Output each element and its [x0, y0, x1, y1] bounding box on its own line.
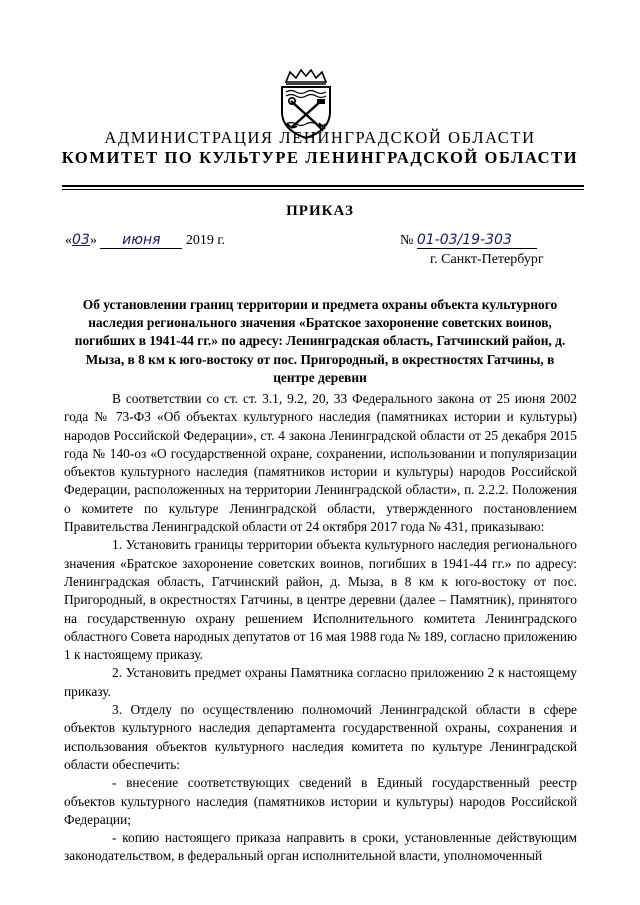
paragraph-item-1: 1. Установить границы территории объекта культурного наследия регионального значения «Братское захоронение советских воинов, погибших в 1941-44 гг.» по адресу: Ленинградская область, Гатчинский район, д. Мыза, в 8 км к юго-востоку от пос. Пригородный, в окрестностях Гатчины, в центре деревни (далее – Памятник), принятого на государственную охрану решением Исполнительного комитета Ленинградского областного Совета народных депутатов от 16 мая 1988 года № 189, согласно приложению 1 к настоящему приказу.: [64, 537, 577, 663]
org-name-committee: КОМИТЕТ ПО КУЛЬТУРЕ ЛЕНИНГРАДСКОЙ ОБЛАСТИ: [61, 148, 579, 167]
org-name-administration: АДМИНИСТРАЦИЯ ЛЕНИНГРАДСКОЙ ОБЛАСТИ: [104, 128, 536, 147]
date-day: 03: [72, 232, 90, 248]
date-close-quote: »: [89, 233, 97, 248]
date-month: июня: [100, 232, 182, 249]
paragraph-preamble: В соответствии со ст. ст. 3.1, 9.2, 20, 33 Федерального закона от 25 июня 2002 года № 73-ФЗ «Об объектах культурного наследия (памятниках истории и культуры) народов Российской Федерации», ст. 4 закона Ленинградской области от 25 декабря 2015 года № 140-оз «О государственной охране, сохранении, использовании и популяризации объектов культурного наследия (памятников истории и культуры) народов Российской Федерации, расположенных на территории Ленинградской области», п. 2.2.2. Положения о комитете по культуре Ленинградской области, утвержденного постановлением Правительства Ленинградской области от 24 октября 2017 года № 431, приказываю:: [64, 391, 577, 535]
document-subject: Об установлении границ территории и предмета охраны объекта культурного наследия регионального значения «Братское захоронение советских воинов, погибших в 1941-44 гг.» по адресу: Ленинградская область, Гатчинский район, д. Мыза, в 8 км к юго-востоку от пос. Пригородный, в окрестностях Гатчины, в центре деревни: [74, 297, 566, 385]
header-divider-thin: [62, 189, 584, 190]
document-city: г. Санкт-Петербург: [430, 252, 544, 267]
number-value: 01-03/19-303: [417, 232, 537, 249]
document-number: [400, 232, 537, 249]
document-title: ПРИКАЗ: [286, 203, 354, 219]
paragraph-item-3: 3. Отделу по осуществлению полномочий Ленинградской области в сфере объектов культурного наследия департамента государственной охраны, сохранения и использования объектов культурного наследия комитета по культуре Ленинградской области обеспечить:: [64, 702, 577, 772]
document-body: [64, 390, 577, 866]
date-open-quote: «: [65, 233, 72, 248]
number-prefix: №: [400, 233, 414, 248]
date-year: 2019 г.: [185, 233, 225, 248]
paragraph-item-3-sub-2: - копию настоящего приказа направить в сроки, установленные действующим законодательством, в федеральный орган исполнительной власти, уполномоченный: [64, 830, 577, 864]
paragraph-item-3-sub-1: - внесение соответствующих сведений в Единый государственный реестр объектов культурного наследия (памятников истории и культуры) народов Российской Федерации;: [64, 775, 577, 827]
document-date: [65, 232, 225, 249]
paragraph-item-2: 2. Установить предмет охраны Памятника согласно приложению 2 к настоящему приказу.: [64, 665, 577, 699]
header-divider-thick: [62, 185, 584, 187]
